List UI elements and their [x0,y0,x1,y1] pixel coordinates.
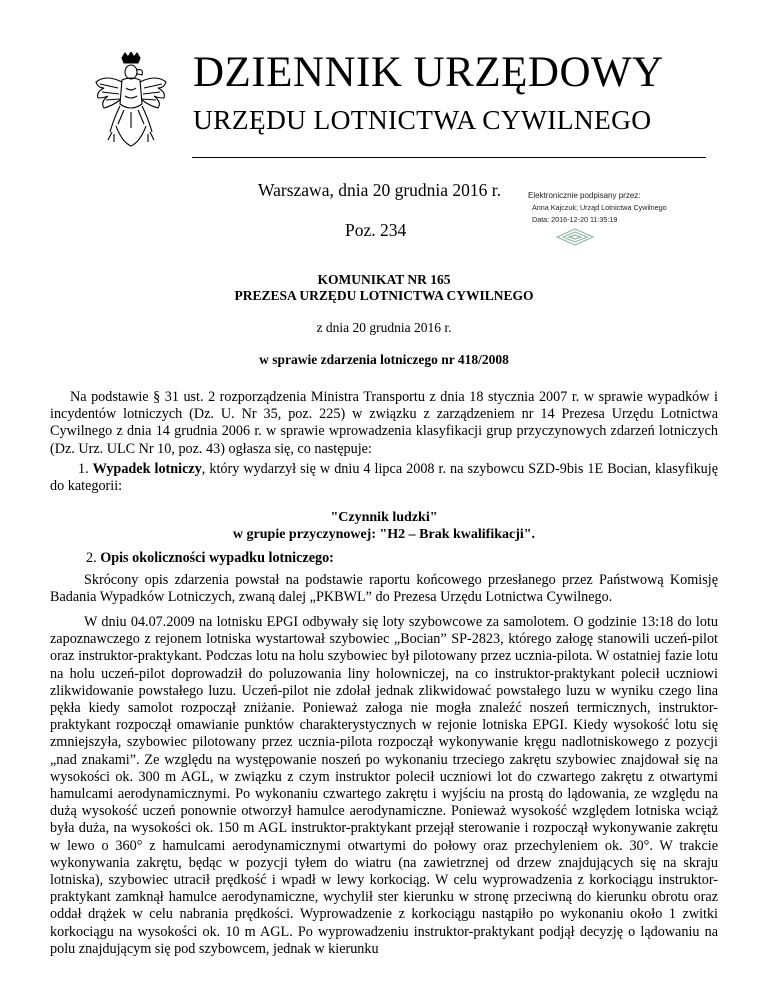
announcement-subject: w sprawie zdarzenia lotniczego nr 418/2008 [259,352,509,367]
issue-date-place: Warszawa, dnia 20 grudnia 2016 r. [258,180,502,200]
summary-paragraph: Skrócony opis zdarzenia powstał na podstawie raportu końcowego przesłanego przez Państwową Komisję Badania Wypadków Lotniczych, zwaną dalej „PKBWL” do Prezesa Urzędu Lotnictwa Cywilnego. [50,572,718,606]
announcement-issuer: PREZESA URZĘDU LOTNICTWA CYWILNEGO [234,288,534,303]
announcement-title [0,272,768,304]
polish-eagle-emblem-icon [92,52,170,148]
journal-title: DZIENNIK URZĘDOWY [193,49,664,96]
intro-paragraph: Na podstawie § 31 ust. 2 rozporządzenia Ministra Transportu z dnia 18 stycznia 2007 r. w sprawie wypadków i incydentów lotniczych (Dz. U. Nr 35, poz. 225) w związku z zarządzeniem nr 14 Prezesa Urzędu Lotnictwa Cywilnego z dnia 14 grudnia 2006 r. w sprawie wprowadzenia klasyfikacji grup przyczynowych zdarzeń lotniczych (Dz. Urz. ULC Nr 10, poz. 43) ogłasza się, co następuje: [50,389,718,457]
signature-mark-icon [555,227,595,247]
signature-signer: Anna Kajczuk; Urząd Lotnictwa Cywilnego [532,203,667,212]
classification-quote [0,509,768,543]
signature-label: Elektronicznie podpisany przez: [528,191,641,200]
item-1-paragraph [50,461,718,495]
announcement-number: KOMUNIKAT NR 165 [317,272,451,287]
description-paragraph: W dniu 04.07.2009 na lotnisku EPGI odbywały się loty szybowcowe za samolotem. O godzinie 13:18 do lotu zapoznawczego z rejonem lotniska wystartował szybowiec „Bocian” SP-2823, którego załogę stanowili uczeń-pilot oraz instruktor-praktykant. Podczas lotu na holu szybowiec był pilotowany przez ucznia-pilota. W ostatniej fazie lotu na holu uczeń-pilot doprowadził do poluzowania liny holowniczej, na co instruktor-praktykant polecił uczniowi zlikwidowanie powstałego luzu. Uczeń-pilot nie zdołał jednak zlikwidować powstałego luzu w wyniku czego lina pękła kiedy samolot rozpoczął zniżanie. Ponieważ załoga nie mogła znaleźć noszeń termicznych, instruktor-praktykant rozpoczął omawianie punktów charakterystycznych w rejonie lotniska EPGI. Kiedy wysokość lotu się zmniejszyła, szybowiec pilotowany przez ucznia-pilota rozpoczął wykonywanie kręgu nadlotniskowego z pozycji „nad znakami”. Ze względu na występowanie noszeń po wykonaniu trzeciego zakrętu szybowiec znajdował się na wysokości ok. 300 m AGL, w związku z czym instruktor polecił uczniowi lot do czwartego zakrętu z otwartymi hamulcami aerodynamicznymi. Po wykonaniu czwartego zakrętu i wyjściu na prostą do lądowania, ze względu na dużą wysokość uczeń ponownie otworzył hamulce aerodynamiczne. Ponieważ wysokość względem lotniska wciąż była duża, na wysokości ok. 150 m AGL instruktor-praktykant przejął sterowanie i rozpoczął wykonywanie zakrętu w lewo o 360° z hamulcami aerodynamicznymi otwartymi do połowy oraz przechyleniem ok. 30°. W trakcie wykonywania zakrętu, będąc w pozycji tyłem do wiatru (na zawietrznej od drzew znajdujących się na skraju lotniska), szybowiec utracił prędkość i wpadł w lewy korkociąg. W celu wyprowadzenia z korkociągu instruktor-praktykant zamknął hamulce aerodynamiczne, wychylił ster kierunku w stronę przeciwną do kierunku obrotu oraz oddał drążek w celu nabrania prędkości. Wyprowadzenie z korkociągu nastąpiło po wykonaniu około 1 zwitki korkociągu na wysokości ok. 10 m AGL. Po wyprowadzeniu instruktor-praktykant podjął decyzję o lądowaniu na polu znajdującym się pod szybowcem, jednak w kierunku [50,614,718,957]
position-number: Poz. 234 [345,220,407,240]
classification-category: "Czynnik ludzki" [330,510,438,525]
item-1-text: , który wydarzył się w dniu 4 lipca 2008 r. na szybowcu SZD-9bis 1E Bocian, klasyfikuję do kategorii: [50,461,718,495]
item-1-bold-term: Wypadek lotniczy [92,461,202,477]
item-2-heading-text: Opis okoliczności wypadku lotniczego: [100,550,334,566]
signature-date: Data: 2016-12-20 11:35:19 [532,215,618,224]
announcement-date: z dnia 20 grudnia 2016 r. [316,320,452,335]
electronic-signature-block [528,190,728,226]
header-divider [192,157,706,158]
journal-subtitle: URZĘDU LOTNICTWA CYWILNEGO [193,104,652,135]
item-1-number: 1. [78,461,89,477]
item-2-heading [86,550,334,567]
classification-group: w grupie przyczynowej: "H2 – Brak kwalifikacji". [232,527,536,542]
item-2-number: 2. [86,550,97,566]
